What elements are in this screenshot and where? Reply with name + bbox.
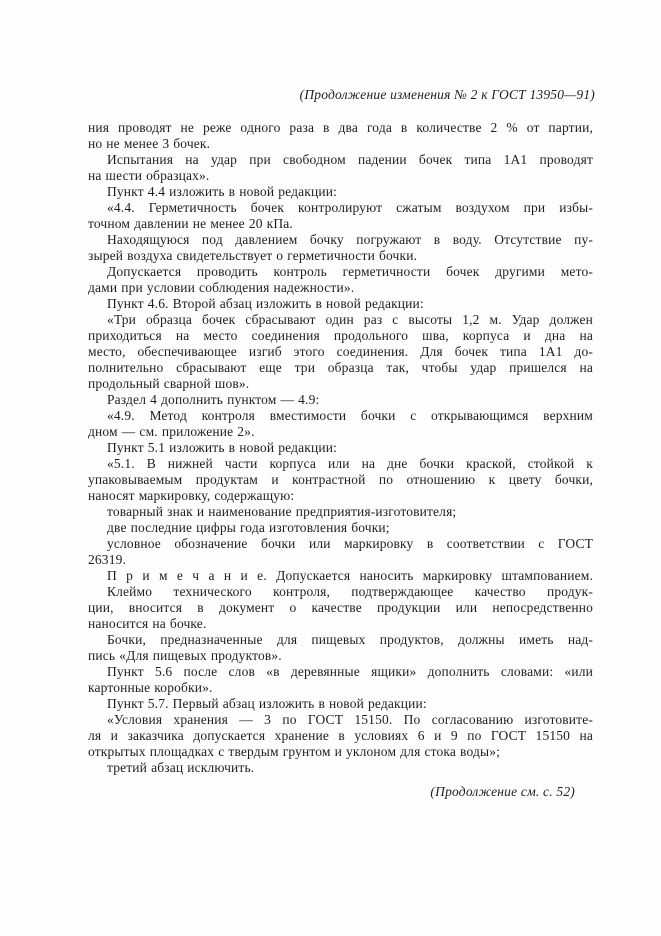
text-line: условное обозначение бочки или маркировку в соответствии с ГОСТ	[107, 536, 593, 551]
text-line: товарный знак и наименование предприятия-изготовителя;	[107, 504, 457, 519]
text-line: Испытания на удар при свободном падении бочек типа 1А1 проводят	[107, 152, 593, 167]
text-line: дами при условии соблюдения надежности».	[88, 280, 355, 295]
text-line: Пункт 4.4 изложить в новой редакции:	[107, 184, 337, 199]
text-line: «5.1. В нижней части корпуса или на дне бочки краской, стойкой к	[107, 456, 593, 471]
text-line: дном — см. приложение 2».	[88, 424, 255, 439]
document-body	[88, 120, 593, 776]
text-line: две последние цифры года изготовления бочки;	[107, 520, 390, 535]
text-line: «Три образца бочек сбрасывают один раз с высоты 1,2 м. Удар должен	[107, 312, 593, 327]
text-line: точном давлении не менее 20 кПа.	[88, 216, 293, 231]
text-line: Раздел 4 дополнить пунктом — 4.9:	[107, 392, 320, 407]
text-line: приходиться на место соединения продольного шва, корпуса и дна на	[88, 328, 593, 343]
text-line: место, обеспечивающее изгиб этого соединения. Для бочек типа 1А1 до-	[88, 344, 593, 359]
text-line: П р и м е ч а н и е. Допускается наносить маркировку штампованием.	[107, 568, 593, 583]
text-line: Пункт 4.6. Второй абзац изложить в новой редакции:	[107, 296, 424, 311]
text-line: но не менее 3 бочек.	[88, 136, 211, 151]
text-line: ции, вносится в документ о качестве продукции или непосредственно	[88, 600, 593, 615]
text-line: зырей воздуха свидетельствует о герметичности бочки.	[88, 248, 418, 263]
text-line: наносится на бочке.	[88, 616, 207, 631]
text-line: на шести образцах».	[88, 168, 210, 183]
text-line: Клеймо технического контроля, подтверждающее качество продук-	[107, 584, 593, 599]
text-line: Пункт 5.6 после слов «в деревянные ящики» дополнить словами: «или	[107, 664, 593, 679]
text-line: наносят маркировку, содержащую:	[88, 488, 295, 503]
text-line: «4.4. Герметичность бочек контролируют сжатым воздухом при избы-	[107, 200, 593, 215]
text-line: открытых площадках с твердым грунтом и уклоном для стока воды»;	[88, 744, 501, 759]
text-line: упаковываемым продуктам и контрастной по отношению к цвету бочки,	[88, 472, 593, 487]
text-line: Пункт 5.1 изложить в новой редакции:	[107, 440, 337, 455]
text-line: продольный сварной шов».	[88, 376, 250, 391]
text-line: «Условия хранения — 3 по ГОСТ 15150. По согласованию изготовите-	[107, 712, 593, 727]
text-line: картонные коробки».	[88, 680, 213, 695]
text-line: пись «Для пищевых продуктов».	[88, 648, 282, 663]
continuation-note: (Продолжение см. с. 52)	[430, 784, 575, 799]
text-line: третий абзац исключить.	[107, 760, 255, 775]
text-line: полнительно сбрасывают еще три образца так, чтобы удар пришелся на	[88, 360, 593, 375]
text-line: Находящуюся под давлением бочку погружают в воду. Отсутствие пу-	[107, 232, 593, 247]
text-line: «4.9. Метод контроля вместимости бочки с открывающимся верхним	[107, 408, 593, 423]
text-line: Допускается проводить контроль герметичности бочек другими мето-	[107, 264, 593, 279]
text-line: ния проводят не реже одного раза в два года в количестве 2 % от партии,	[88, 120, 593, 135]
text-line: Бочки, предназначенные для пищевых продуктов, должны иметь над-	[107, 632, 593, 647]
text-line: 26319.	[88, 552, 127, 567]
text-line: ля и заказчика допускается хранение в условиях 6 и 9 по ГОСТ 15150 на	[88, 728, 593, 743]
running-header: (Продолжение изменения № 2 к ГОСТ 13950—91)	[299, 87, 595, 102]
text-line: Пункт 5.7. Первый абзац изложить в новой редакции:	[107, 696, 427, 711]
